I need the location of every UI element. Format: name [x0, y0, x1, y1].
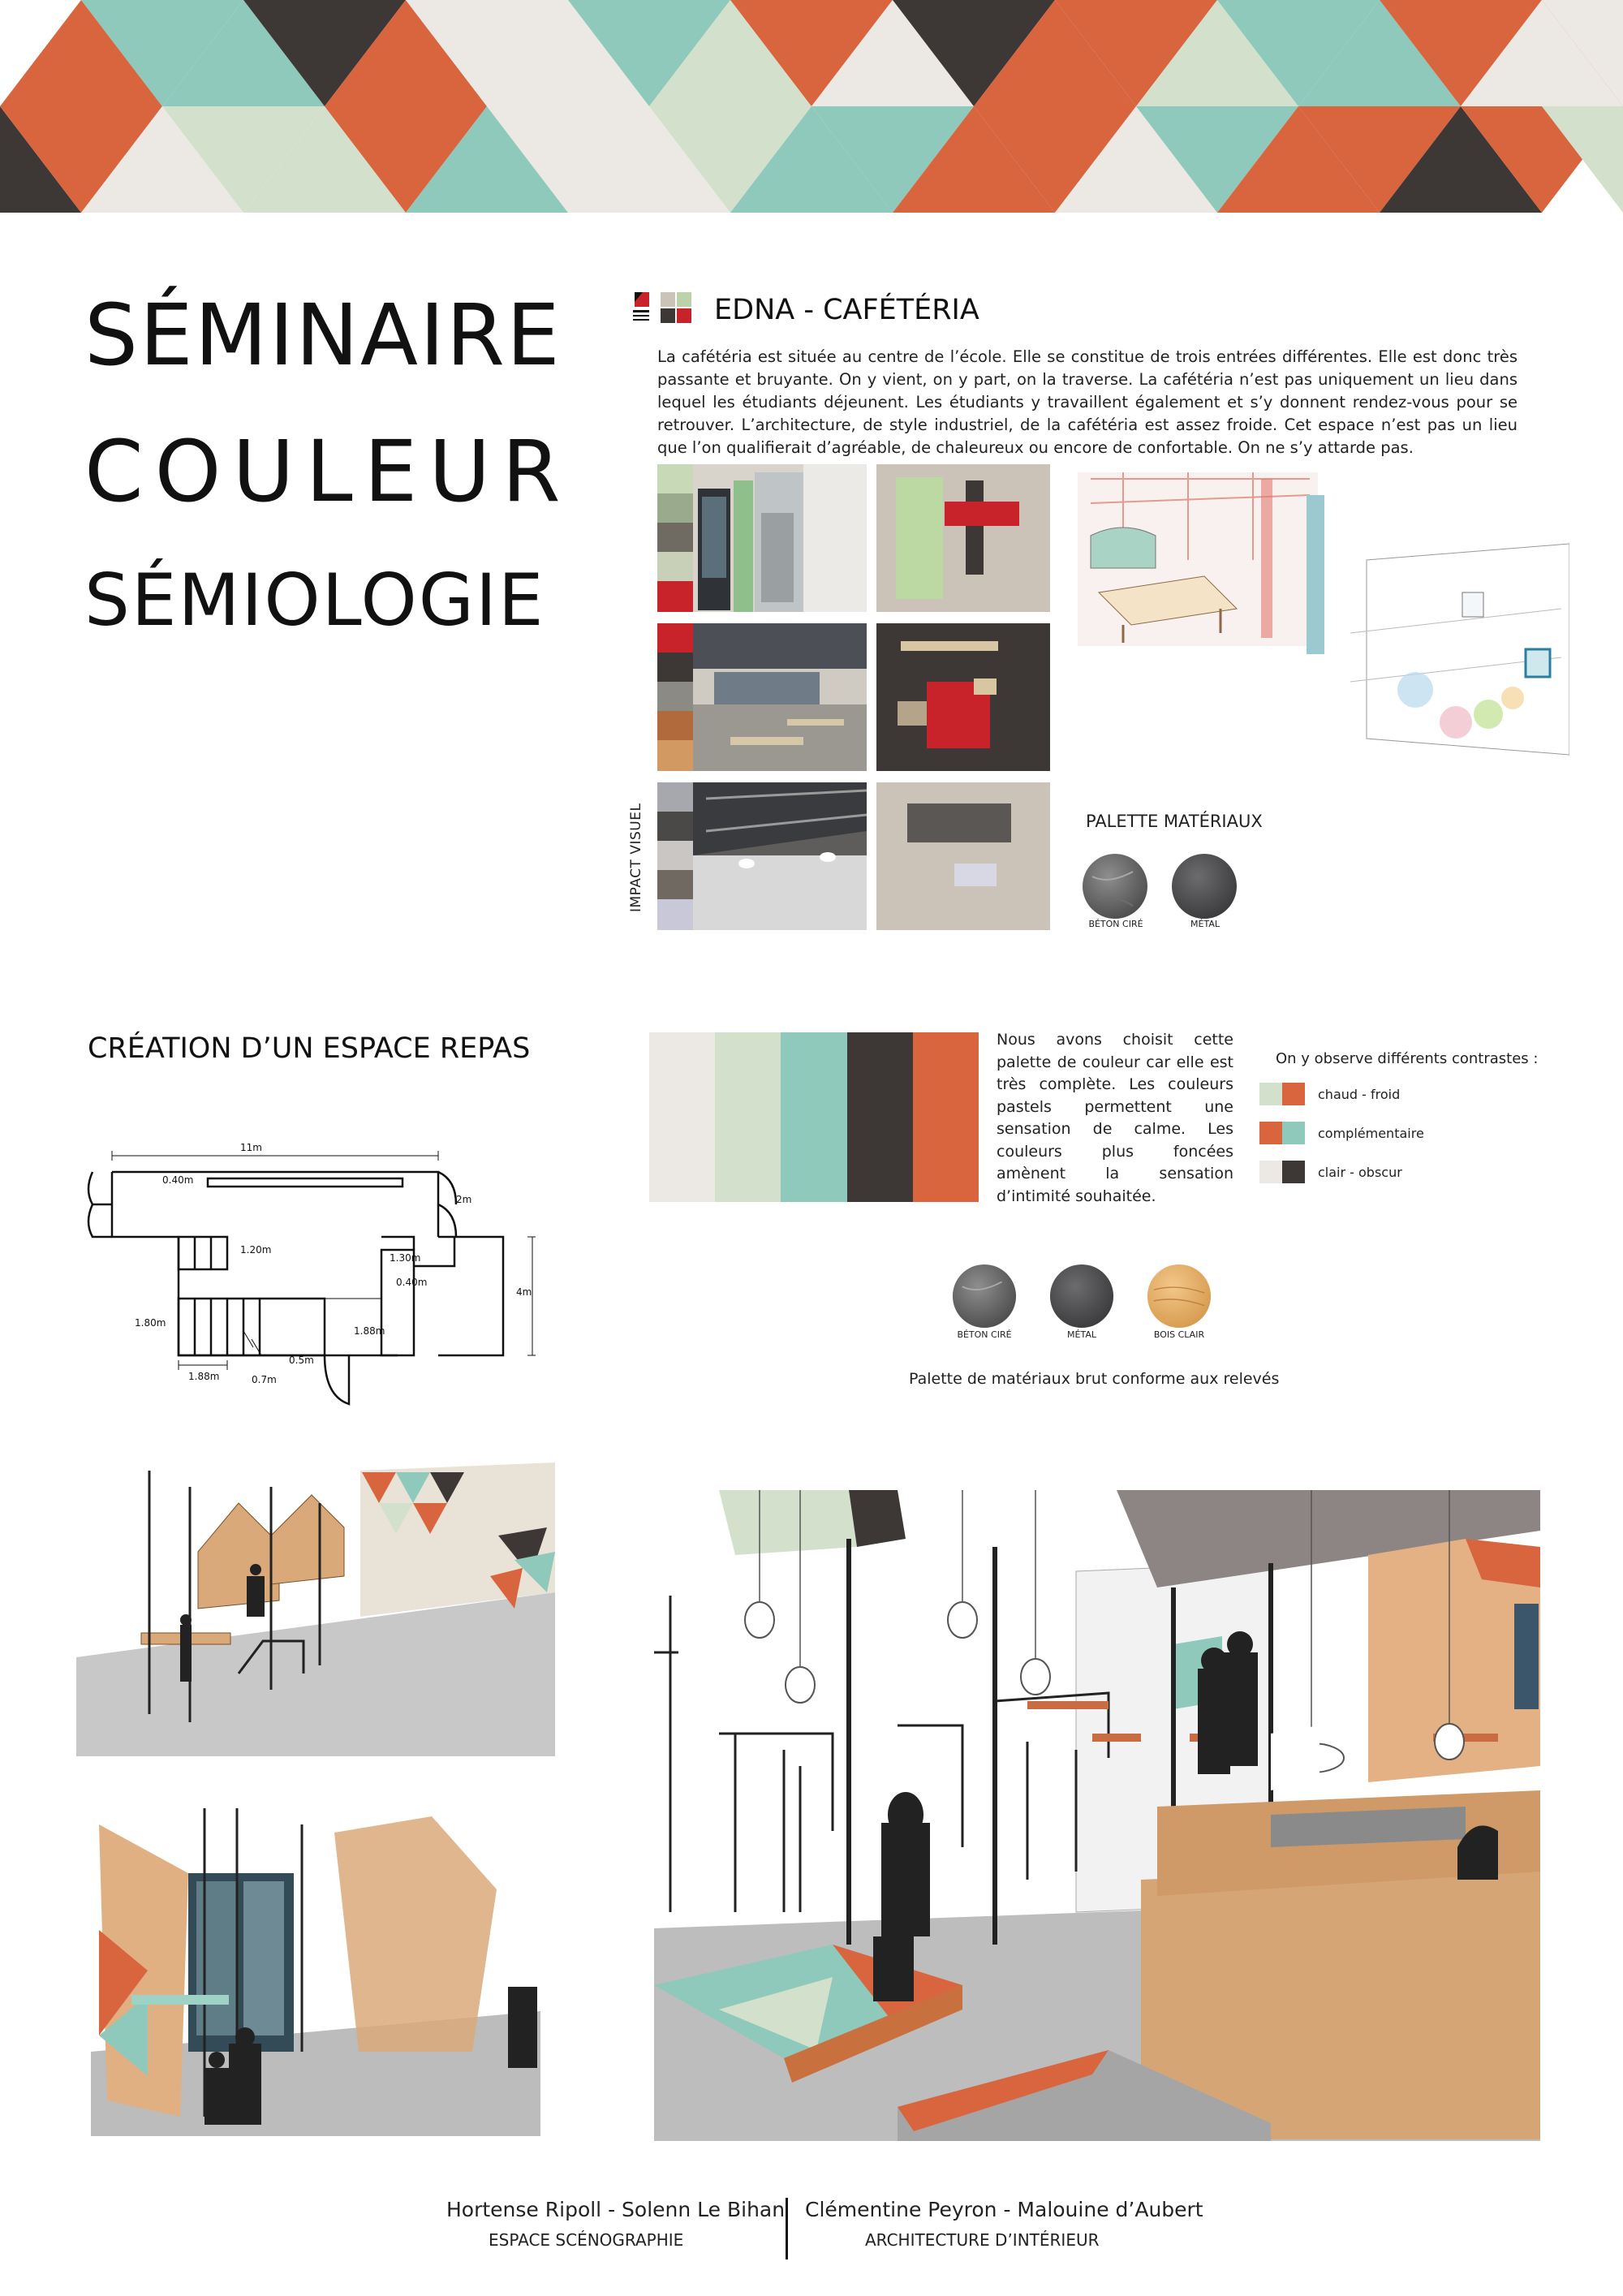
- cafeteria-photo-3: [657, 782, 867, 930]
- dim-120m: 1.20m: [240, 1244, 272, 1256]
- contrast-complementaire: [1259, 1122, 1424, 1144]
- contrast-title: On y observe différents contrastes :: [1276, 1050, 1539, 1067]
- beton-cire-swatch: [1081, 852, 1149, 920]
- composition-2: [876, 623, 1050, 771]
- cafeteria-photo-1: [657, 464, 867, 612]
- title-semiologie: SÉMIOLOGIE: [84, 558, 545, 642]
- dim-188m-a: 1.88m: [354, 1325, 385, 1337]
- metal-swatch-2: [1048, 1263, 1115, 1329]
- footer-divider: [786, 2198, 788, 2259]
- swatch-mint: [781, 1032, 846, 1202]
- footer-authors-right: Clémentine Peyron - Malouine d’Aubert: [805, 2198, 1203, 2221]
- swatch-sage: [715, 1032, 781, 1202]
- edna-color-swatches: [661, 292, 693, 325]
- dim-188m-b: 1.88m: [188, 1371, 220, 1382]
- dim-11m: 11m: [240, 1142, 262, 1153]
- color-palette-strip: [649, 1032, 979, 1202]
- beton-cire-label-2: BÉTON CIRÉ: [957, 1329, 1012, 1340]
- dim-07m: 0.7m: [252, 1374, 277, 1385]
- render-main: [654, 1490, 1540, 2141]
- dim-130m: 1.30m: [390, 1252, 421, 1264]
- bois-clair-swatch: [1146, 1263, 1212, 1329]
- contrast-chaud-froid: [1259, 1083, 1400, 1105]
- swatch-off-white: [649, 1032, 715, 1202]
- composition-3: [876, 782, 1050, 930]
- metal-label: MÉTAL: [1190, 919, 1220, 929]
- beton-cire-swatch-2: [951, 1263, 1018, 1329]
- dim-05m: 0.5m: [289, 1355, 314, 1366]
- floor-plan: [81, 1136, 536, 1412]
- footer-role-right: ARCHITECTURE D’INTÉRIEUR: [865, 2230, 1100, 2250]
- dim-040m-b: 0.40m: [396, 1277, 428, 1288]
- contrast-label: chaud - froid: [1318, 1086, 1401, 1102]
- metal-swatch: [1170, 852, 1238, 920]
- contrast-label: clair - obscur: [1318, 1164, 1402, 1180]
- dim-180m: 1.80m: [135, 1317, 166, 1329]
- contrast-clair-obscur: [1259, 1161, 1402, 1183]
- metal-label-2: MÉTAL: [1067, 1329, 1096, 1340]
- palette-explanation: Nous avons choisit cette palette de couleur car elle est très complète. Les couleurs pastels permettent une sensation de calme. Les couleurs plus foncées amènent la sensation d’intimité souhaitée.: [997, 1031, 1233, 1205]
- dim-2m: 2m: [456, 1194, 472, 1205]
- dim-4m: 4m: [516, 1286, 532, 1298]
- edna-logo: [631, 291, 651, 323]
- cafeteria-sketch: [1074, 471, 1569, 771]
- edna-title: EDNA - CAFÉTÉRIA: [714, 294, 979, 326]
- palette-materiaux-title: PALETTE MATÉRIAUX: [1086, 812, 1263, 831]
- triangle-pattern-banner: [0, 0, 1623, 213]
- beton-cire-label: BÉTON CIRÉ: [1088, 919, 1143, 929]
- dim-040m-a: 0.40m: [162, 1174, 194, 1186]
- swatch-coral: [913, 1032, 979, 1202]
- composition-1: [876, 464, 1050, 612]
- title-couleur: COULEUR: [84, 422, 572, 521]
- impact-visuel-label: IMPACT VISUEL: [628, 803, 644, 912]
- render-perspective-2: [91, 1808, 540, 2136]
- materials-caption: Palette de matériaux brut conforme aux relevés: [909, 1370, 1280, 1388]
- creation-title: CRÉATION D’UN ESPACE REPAS: [88, 1032, 531, 1065]
- footer-role-left: ESPACE SCÉNOGRAPHIE: [489, 2230, 684, 2250]
- render-perspective-1: [76, 1454, 555, 1756]
- bois-clair-label: BOIS CLAIR: [1153, 1329, 1205, 1340]
- title-seminaire: SÉMINAIRE: [84, 286, 562, 385]
- footer-authors-left: Hortense Ripoll - Solenn Le Bihan: [446, 2198, 786, 2221]
- cafeteria-photo-2: [657, 623, 867, 771]
- contrast-label: complémentaire: [1318, 1125, 1424, 1141]
- swatch-charcoal: [847, 1032, 913, 1202]
- edna-description: La cafétéria est située au centre de l’école. Elle se constitue de trois entrées différentes. Elle est donc très passante et bruyante. On y vient, on y part, on la traverse. La cafétéria n’est pas uniquement un lieu dans lequel les étudiants déjeunent. Les étudiants y travaillent également et s’y donnent rendez-vous pour se retrouver. L’architecture, de style industriel, de la cafétéria est assez froide. Cet espace n’est pas un lieu que l’on qualifierait d’agréable, de chaleureux ou encore de confortable. On ne s’y attarde pas.: [657, 347, 1518, 457]
